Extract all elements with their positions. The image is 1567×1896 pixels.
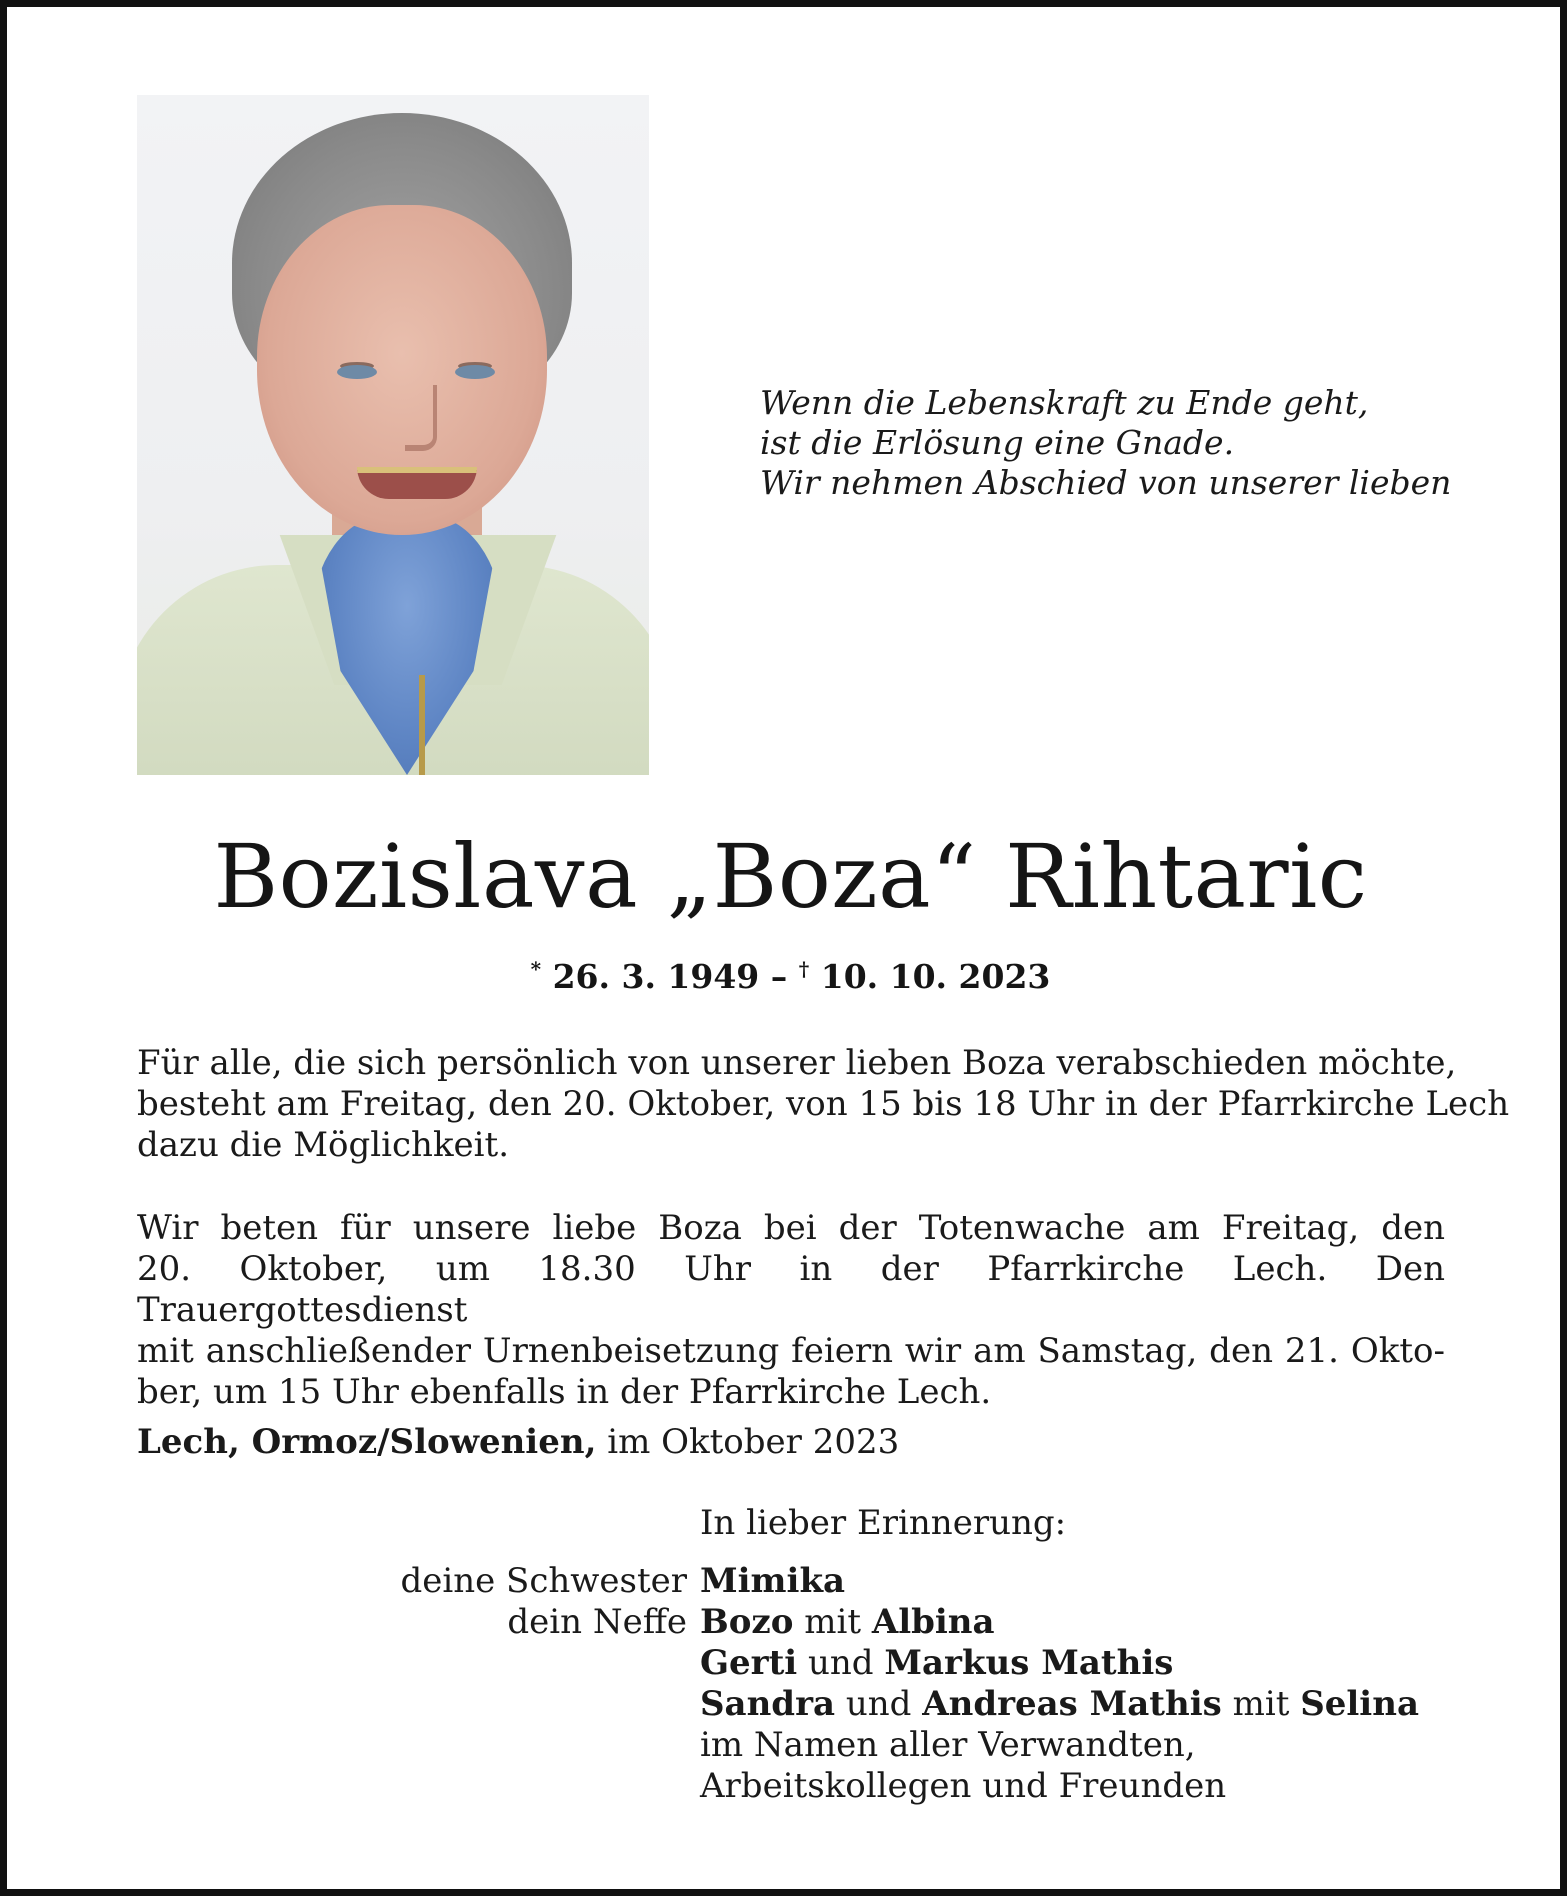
photo-zipper (419, 675, 425, 775)
mourner-name: Selina (1300, 1684, 1419, 1724)
paragraph-line: ber, um 15 Uhr ebenfalls in der Pfarrkirche Lech. (137, 1372, 992, 1412)
mourner-names (700, 1561, 1419, 1807)
role-nephew: dein Neffe (507, 1602, 687, 1642)
paragraph-line: besteht am Freitag, den 20. Oktober, von 15 bis 18 Uhr in der Pfarrkirche Lech (137, 1084, 1510, 1124)
photo-mouth (357, 467, 477, 499)
birth-symbol: * (530, 957, 542, 981)
mourner-line (700, 1684, 1419, 1725)
paragraph-line: mit anschließender Urnenbeisetzung feiern wir am Samstag, den 21. Okto- (137, 1331, 1445, 1371)
death-date: 10. 10. 2023 (820, 957, 1051, 996)
connector-word: mit (804, 1602, 861, 1642)
mourner-name: Andreas Mathis (922, 1684, 1222, 1724)
mourner-line (700, 1643, 1419, 1684)
place-date: im Oktober 2023 (607, 1422, 900, 1462)
connector-word: mit (1232, 1684, 1290, 1724)
paragraph-line: Wir beten für unsere liebe Boza bei der Totenwache am Freitag, den (137, 1208, 1445, 1248)
mourner-line (700, 1602, 1419, 1643)
deceased-name: Bozislava „Boza“ Rihtaric (213, 825, 1368, 928)
mourner-roles (137, 1561, 687, 1643)
mourner-name: Albina (871, 1602, 995, 1642)
paragraph-line: dazu die Möglichkeit. (137, 1125, 510, 1165)
mourner-name: Markus Mathis (884, 1643, 1174, 1683)
memorial-quote (760, 383, 1480, 503)
place-location: Lech, Ormoz/Slowenien, (137, 1422, 597, 1462)
quote-line: Wenn die Lebenskraft zu Ende geht, (760, 383, 1369, 422)
service-paragraph (137, 1208, 1445, 1413)
place-and-date (137, 1422, 899, 1463)
quote-line: Wir nehmen Abschied von unserer lieben (760, 463, 1452, 502)
role-sister: deine Schwester (400, 1561, 687, 1601)
mourner-name: Bozo (700, 1602, 794, 1642)
mourner-name: Gerti (700, 1643, 798, 1683)
birth-date: 26. 3. 1949 (552, 957, 760, 996)
date-separator: – (770, 957, 788, 996)
photo-nose (405, 385, 437, 451)
closing-line: im Namen aller Verwandten, (700, 1725, 1196, 1765)
connector-word: und (808, 1643, 874, 1683)
closing-line: Arbeitskollegen und Freunden (700, 1766, 1227, 1806)
portrait-photo (137, 95, 649, 775)
quote-line: ist die Erlösung eine Gnade. (760, 423, 1235, 462)
mourner-name: Mimika (700, 1561, 846, 1601)
connector-word: und (845, 1684, 912, 1724)
paragraph-line: Für alle, die sich persönlich von unserer lieben Boza verabschieden möchte, (137, 1043, 1457, 1083)
death-symbol: † (798, 957, 810, 981)
farewell-paragraph (137, 1043, 1510, 1166)
remembrance-title: In lieber Erinnerung: (700, 1503, 1067, 1543)
mourner-name: Sandra (700, 1684, 836, 1724)
photo-eye-left (337, 365, 377, 379)
life-dates (7, 949, 1567, 997)
mourner-line (700, 1561, 1419, 1602)
photo-eye-right (455, 365, 495, 379)
paragraph-line: 20. Oktober, um 18.30 Uhr in der Pfarrkirche Lech. Den Trauergottesdienst (137, 1249, 1445, 1330)
